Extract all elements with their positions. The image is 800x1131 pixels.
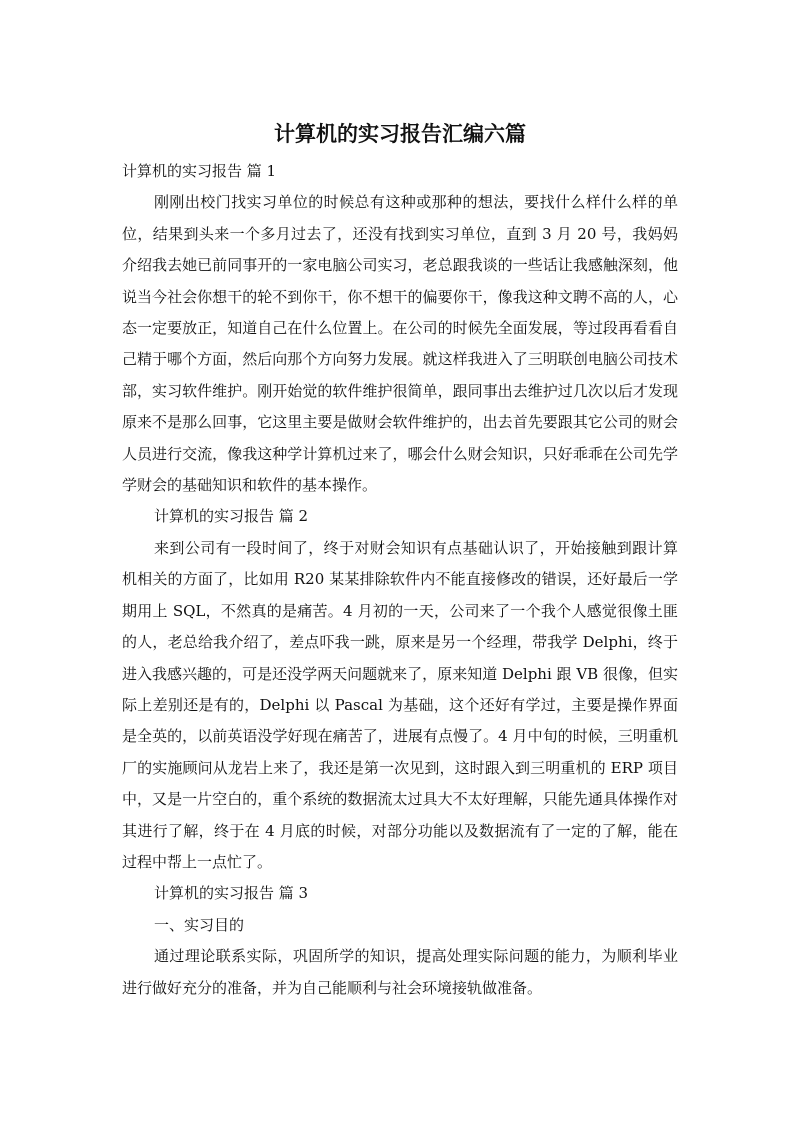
section-heading-2: 计算机的实习报告 篇 2 [154, 507, 309, 526]
paragraph-1: 刚刚出校门找实习单位的时候总有这种或那种的想法，要找什么样什么样的单位，结果到头来一个多月过去了，还没有找到实习单位，直到 3 月 20 号，我妈妈介绍我去她已前同事开的一家电脑公司实习，老总跟我谈的一些话让我感触深刻，他说当今社会你想干的轮不到你干，你不想干的偏要你干，像我这种文聘不高的人，心态一定要放正，知道自己在什么位置上。在公司的时候先全面发展，等过段再看看自己精于哪个方面，然后向那个方向努力发展。就这样我进入了三明联创电脑公司技术部，实习软件维护。刚开始觉的软件维护很简单，跟同事出去维护过几次以后才发现原来不是那么回事，它这里主要是做财会软件维护的，出去首先要跟其它公司的财会人员进行交流，像我这种学计算机过来了，哪会什么财会知识，只好乖乖在公司先学学财会的基础知识和软件的基本操作。 [122, 193, 678, 495]
document-body [122, 156, 678, 1004]
paragraph-2: 来到公司有一段时间了，终于对财会知识有点基础认识了，开始接触到跟计算机相关的方面了，比如用 R20 某某排除软件内不能直接修改的错误，还好最后一学期用上 SQL，不然真的是痛苦。4 月初的一天，公司来了一个我个人感觉很像土匪的人，老总给我介绍了，差点吓我一跳，原来是另一个经理，带我学 Delphi，终于进入我感兴趣的，可是还没学两天问题就来了，原来知道 Delphi 跟 VB 很像，但实际上差别还是有的，Delphi 以 Pascal 为基础，这个还好有学过，主要是操作界面是全英的，以前英语没学好现在痛苦了，进展有点慢了。4 月中旬的时候，三明重机厂的实施顾问从龙岩上来了，我还是第一次见到，这时跟入到三明重机的 ERP 项目中，又是一片空白的，重个系统的数据流太过具大不太好理解，只能先通具体操作对其进行了解，终于在 4 月底的时候，对部分功能以及数据流有了一定的了解，能在过程中帮上一点忙了。 [122, 538, 678, 871]
subsection-heading-1: 一、实习目的 [154, 915, 245, 934]
section-heading-1: 计算机的实习报告 篇 1 [122, 162, 277, 180]
document-title: 计算机的实习报告汇编六篇 [274, 122, 526, 146]
section-heading-3: 计算机的实习报告 篇 3 [154, 884, 309, 903]
paragraph-3: 通过理论联系实际，巩固所学的知识，提高处理实际问题的能力，为顺利毕业进行做好充分的准备，并为自己能顺利与社会环境接轨做准备。 [122, 947, 678, 997]
